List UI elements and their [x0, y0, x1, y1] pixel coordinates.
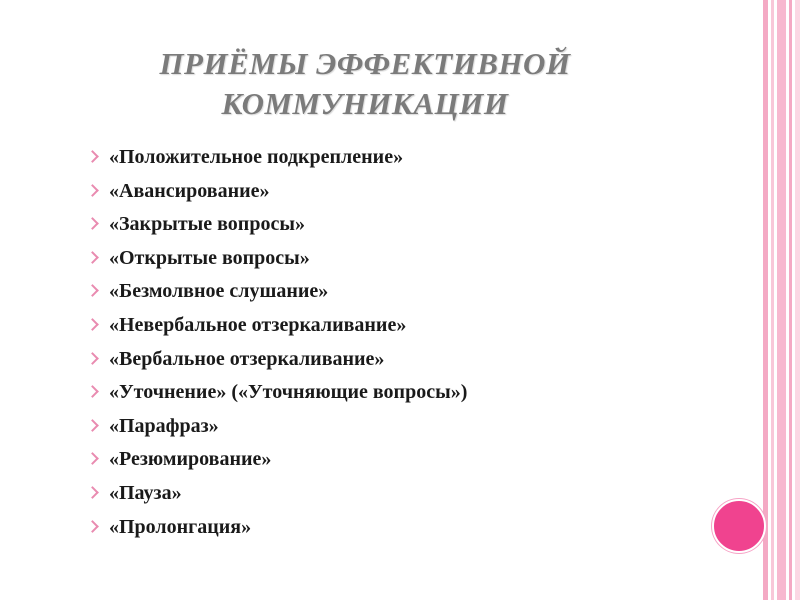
- list-item: [88, 512, 467, 546]
- list-item-text: «Положительное подкрепление»: [109, 146, 404, 168]
- list-item-text: «Пролонгация»: [109, 515, 252, 538]
- list-item: [88, 209, 467, 243]
- list-item: [88, 444, 467, 478]
- list-item-text: «Невербальное отзеркаливание»: [109, 313, 407, 336]
- list-item-text: «Открытые вопросы»: [109, 246, 310, 269]
- chevron-right-icon: [86, 285, 99, 298]
- chevron-right-icon: [86, 486, 99, 499]
- list-item: [88, 344, 467, 378]
- title-line-1: ПРИЁМЫ ЭФФЕКТИВНОЙ: [159, 46, 571, 81]
- chevron-right-icon: [86, 419, 99, 432]
- list-item: [88, 276, 467, 310]
- decor-circle: [712, 499, 766, 553]
- chevron-right-icon: [86, 452, 99, 465]
- list-item-text: «Пауза»: [109, 481, 182, 504]
- list-item: [88, 411, 467, 445]
- list-item: [88, 310, 467, 344]
- list-item-text: «Уточнение» («Уточняющие вопросы»): [109, 381, 468, 404]
- chevron-right-icon: [86, 352, 99, 365]
- list-item: [88, 243, 467, 277]
- list-item: [88, 377, 467, 411]
- chevron-right-icon: [86, 318, 99, 331]
- list-item-text: «Авансирование»: [109, 179, 270, 202]
- list-item-text: «Парафраз»: [109, 414, 219, 437]
- decor-stripe: [795, 0, 800, 600]
- list-item-text: «Резюмирование»: [109, 448, 272, 471]
- list-item-text: «Безмолвное слушание»: [109, 280, 329, 303]
- chevron-right-icon: [86, 217, 99, 230]
- chevron-right-icon: [86, 251, 99, 264]
- chevron-right-icon: [86, 385, 99, 398]
- chevron-right-icon: [86, 150, 99, 163]
- list-item-text: «Закрытые вопросы»: [109, 213, 305, 236]
- list-item-text: «Вербальное отзеркаливание»: [109, 347, 385, 370]
- decor-stripe: [789, 0, 792, 600]
- list-item: [88, 176, 467, 210]
- decor-stripe: [771, 0, 774, 600]
- chevron-right-icon: [86, 520, 99, 533]
- decor-stripe: [777, 0, 786, 600]
- decor-stripe: [763, 0, 768, 600]
- title-line-2: КОММУНИКАЦИИ: [221, 86, 509, 121]
- slide-title: [115, 44, 615, 124]
- list-item: [88, 142, 467, 176]
- techniques-list: [88, 142, 467, 545]
- chevron-right-icon: [86, 184, 99, 197]
- list-item: [88, 478, 467, 512]
